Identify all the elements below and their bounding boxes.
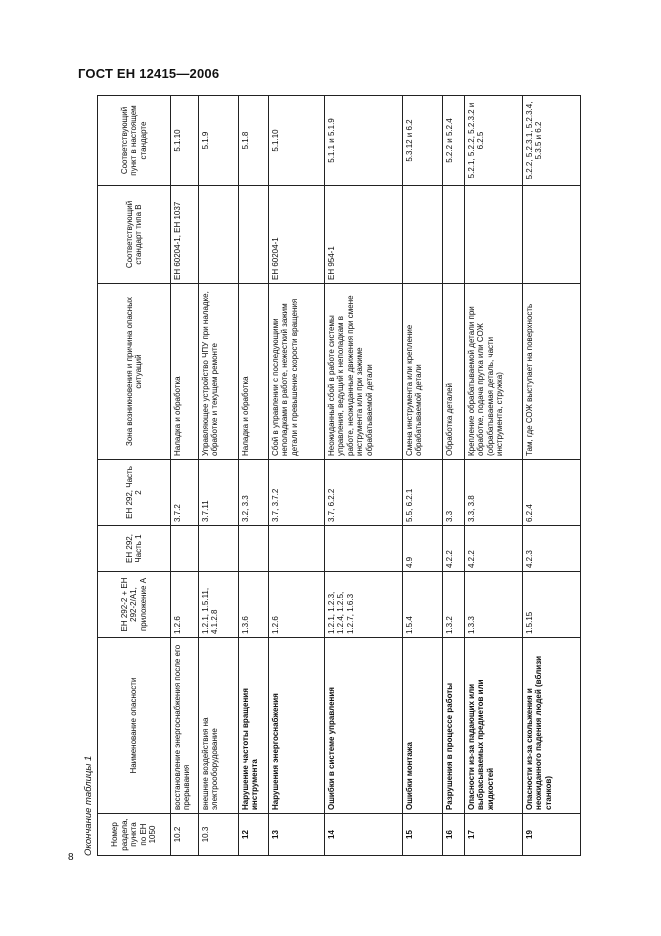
cell-part1 — [239, 526, 269, 572]
hazards-table — [97, 95, 581, 856]
cell-clause: 5.1.9 — [199, 96, 239, 186]
cell-clause: 5.3.12 и 6.2 — [403, 96, 443, 186]
document-title: ГОСТ ЕН 12415—2006 — [78, 66, 220, 81]
cell-hazard-name: внешние воздействия на электрооборудование — [199, 638, 239, 814]
cell-type-b: ЕН 60204-1 — [269, 186, 325, 284]
cell-part1: 4.2.2 — [443, 526, 465, 572]
cell-annex-a: 1.3.3 — [465, 572, 523, 638]
rotated-table-container — [83, 96, 553, 856]
cell-annex-a: 1.5.15 — [523, 572, 581, 638]
cell-annex-a: 1.3.6 — [239, 572, 269, 638]
cell-section-number: 13 — [269, 814, 325, 856]
cell-part2: 3.7.11 — [199, 460, 239, 526]
table-row — [523, 96, 581, 856]
cell-clause: 5.1.10 — [269, 96, 325, 186]
cell-part1: 4.2.3 — [523, 526, 581, 572]
cell-zone: Наладка и обработка — [171, 284, 199, 460]
cell-section-number: 17 — [465, 814, 523, 856]
column-header: Номер раздела, пункта по ЕН 1050 — [98, 814, 171, 856]
page-number: 8 — [68, 852, 74, 863]
cell-type-b: ЕН 954-1 — [325, 186, 403, 284]
cell-part2: 3.2, 3.3 — [239, 460, 269, 526]
cell-part2: 3.3, 3.8 — [465, 460, 523, 526]
cell-part2: 3.7, 3.7.2 — [269, 460, 325, 526]
cell-annex-a: 1.2.6 — [269, 572, 325, 638]
table-header-row — [98, 96, 171, 856]
cell-zone: Неожиданный сбой в работе системы управления, ведущий к неполадкам в работе, неожиданные движения при смене инструмента или при зажиме обрабатываемой детали — [325, 284, 403, 460]
column-header: Наименование опасности — [98, 638, 171, 814]
cell-hazard-name: восстановление энергоснабжения после его прерывания — [171, 638, 199, 814]
table-row — [171, 96, 199, 856]
column-header: Зона возникновения и причина опасных ситуаций — [98, 284, 171, 460]
cell-part1 — [199, 526, 239, 572]
cell-type-b: ЕН 60204-1, ЕН 1037 — [171, 186, 199, 284]
cell-zone: Управляющее устройство ЧПУ при наладке, обработке и текущем ремонте — [199, 284, 239, 460]
cell-section-number: 10.2 — [171, 814, 199, 856]
table-row — [239, 96, 269, 856]
cell-hazard-name: Опасности из-за падающих или выбрасываемых предметов или жидкостей — [465, 638, 523, 814]
cell-section-number: 16 — [443, 814, 465, 856]
table-caption: Окончание таблицы 1 — [83, 755, 94, 856]
cell-zone: Смена инструмента или крепление обрабатываемой детали — [403, 284, 443, 460]
cell-part1 — [171, 526, 199, 572]
cell-part1: 4.9 — [403, 526, 443, 572]
table-row — [269, 96, 325, 856]
column-header: Соответствующий стандарт типа В — [98, 186, 171, 284]
column-header: ЕН 292, Часть 1 — [98, 526, 171, 572]
cell-hazard-name: Нарушение частоты вращения инструмента — [239, 638, 269, 814]
cell-type-b — [465, 186, 523, 284]
table-row — [443, 96, 465, 856]
cell-part1: 4.2.2 — [465, 526, 523, 572]
cell-hazard-name: Ошибки монтажа — [403, 638, 443, 814]
cell-zone: Наладка и обработка — [239, 284, 269, 460]
column-header: Соответствующий пункт в настоящем стандарте — [98, 96, 171, 186]
cell-hazard-name: Разрушения в процессе работы — [443, 638, 465, 814]
table-row — [403, 96, 443, 856]
cell-section-number: 12 — [239, 814, 269, 856]
cell-zone: Крепление обрабатываемой детали при обработке, подача прутка или СОЖ (обрабатываемая деталь, части инструмента, стружка) — [465, 284, 523, 460]
cell-zone: Сбой в управлении с последующими неполадками в работе, нежесткий зажим детали и превышение скорости вращения — [269, 284, 325, 460]
cell-part1 — [269, 526, 325, 572]
column-header: ЕН 292-2 + ЕН 292-2/A1, приложение А — [98, 572, 171, 638]
table-row — [325, 96, 403, 856]
cell-annex-a: 1.3.2 — [443, 572, 465, 638]
cell-annex-a: 1.5.4 — [403, 572, 443, 638]
cell-section-number: 15 — [403, 814, 443, 856]
cell-annex-a: 1.2.6 — [171, 572, 199, 638]
cell-part2: 6.2.4 — [523, 460, 581, 526]
cell-type-b — [523, 186, 581, 284]
table-row — [465, 96, 523, 856]
cell-part2: 5.5, 6.2.1 — [403, 460, 443, 526]
cell-part1 — [325, 526, 403, 572]
table-row — [199, 96, 239, 856]
cell-clause: 5.2.2, 5.2.3.1, 5.2.3.4, 5.3.5 и 6.2 — [523, 96, 581, 186]
cell-hazard-name: Опасности из-за скольжения и неожиданного падения людей (вблизи станков) — [523, 638, 581, 814]
cell-type-b — [443, 186, 465, 284]
cell-type-b — [403, 186, 443, 284]
cell-part2: 3.3 — [443, 460, 465, 526]
cell-clause: 5.2.2 и 5.2.4 — [443, 96, 465, 186]
table-body — [171, 96, 581, 856]
cell-clause: 5.1.8 — [239, 96, 269, 186]
cell-section-number: 10.3 — [199, 814, 239, 856]
cell-part2: 3.7.2 — [171, 460, 199, 526]
cell-part2: 3.7, 6.2.2 — [325, 460, 403, 526]
cell-hazard-name: Нарушения энергоснабжения — [269, 638, 325, 814]
cell-zone: Обработка деталей — [443, 284, 465, 460]
cell-clause: 5.1.1 и 5.1.9 — [325, 96, 403, 186]
cell-annex-a: 1.2.1, 1.2.3, 1.2.4, 1.2.5, 1.2.7, 1.6.3 — [325, 572, 403, 638]
cell-annex-a: 1.2.1, 1.5.11, 4.1.2.8 — [199, 572, 239, 638]
cell-clause: 5.1.10 — [171, 96, 199, 186]
cell-zone: Там, где СОЖ выступает на поверхность — [523, 284, 581, 460]
cell-clause: 5.2.1, 5.2.2, 5.2.3.2 и 6.2.5 — [465, 96, 523, 186]
cell-type-b — [199, 186, 239, 284]
column-header: ЕН 292, Часть 2 — [98, 460, 171, 526]
cell-section-number: 14 — [325, 814, 403, 856]
cell-section-number: 19 — [523, 814, 581, 856]
cell-type-b — [239, 186, 269, 284]
cell-hazard-name: Ошибки в системе управления — [325, 638, 403, 814]
